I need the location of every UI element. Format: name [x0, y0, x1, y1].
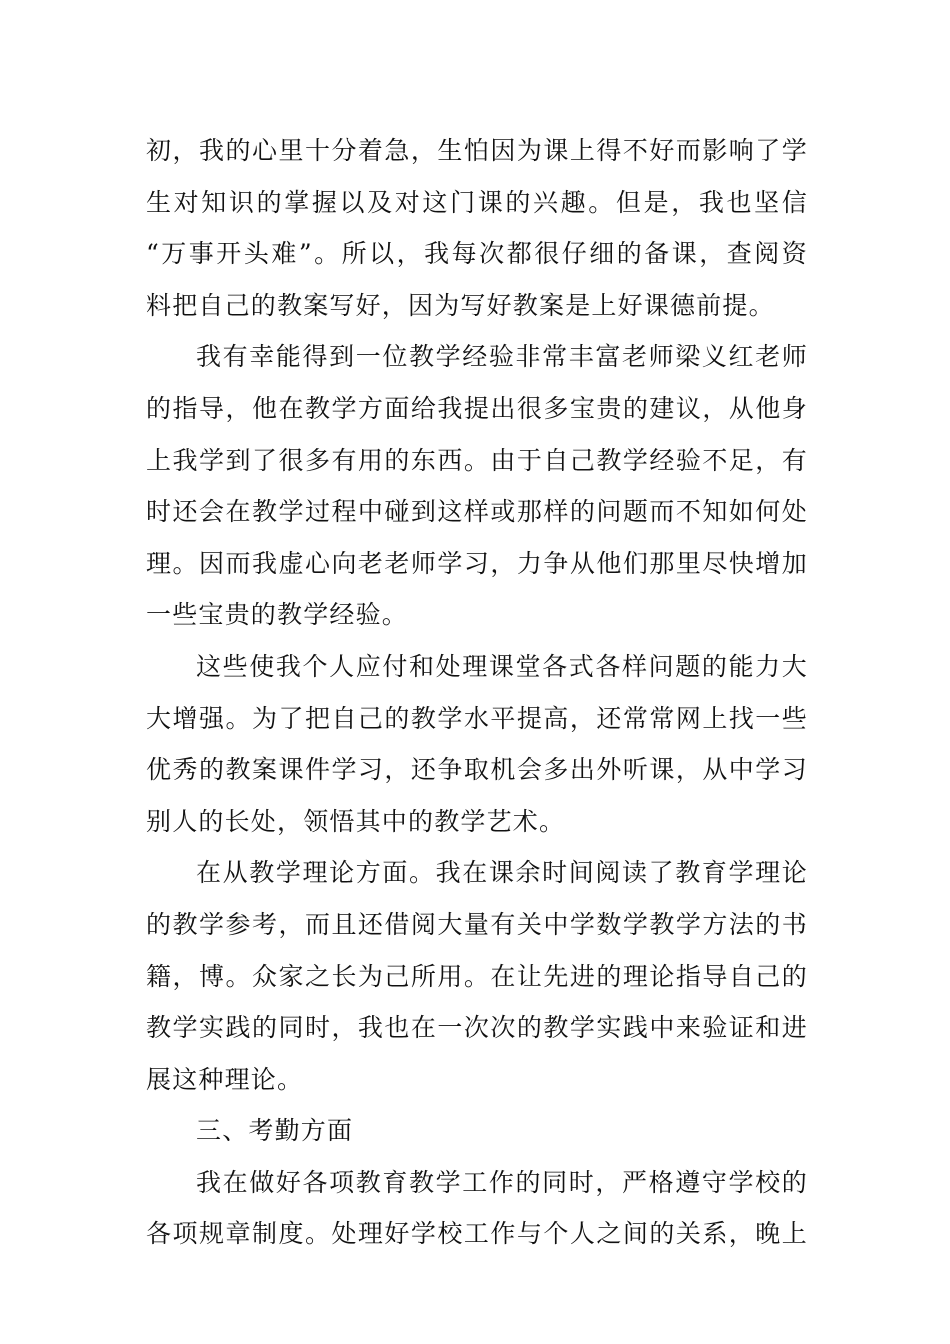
text-line: 的指导，他在教学方面给我提出很多宝贵的建议，从他身	[146, 393, 808, 423]
text-line: 籍，博。众家之长为己所用。在让先进的理论指导自己的	[146, 961, 808, 991]
text-line: 别人的长处，领悟其中的教学艺术。	[146, 806, 566, 836]
text-line: 我在做好各项教育教学工作的同时，严格遵守学校的	[196, 1167, 808, 1197]
text-line: 优秀的教案课件学习，还争取机会多出外听课，从中学习	[146, 755, 808, 785]
text-line: “万事开头难”。所以，我每次都很仔细的备课，查阅资	[146, 239, 808, 269]
section-heading	[146, 1105, 808, 1157]
text-line: 的教学参考，而且还借阅大量有关中学数学教学方法的书	[146, 909, 808, 939]
text-line: 教学实践的同时，我也在一次次的教学实践中来验证和进	[146, 1013, 808, 1043]
text-line: 上我学到了很多有用的东西。由于自己教学经验不足，有	[146, 445, 808, 475]
text-line: 大增强。为了把自己的教学水平提高，还常常网上找一些	[146, 703, 808, 733]
paragraph-ability	[146, 641, 808, 847]
heading-text: 三、考勤方面	[196, 1116, 354, 1146]
paragraph-continuation	[146, 125, 808, 331]
paragraph-theory	[146, 847, 808, 1105]
text-line: 初，我的心里十分着急，生怕因为课上得不好而影响了学	[146, 136, 808, 165]
document-body	[146, 125, 808, 1260]
text-line: 理。因而我虚心向老老师学习，力争从他们那里尽快增加	[146, 548, 808, 578]
paragraph-mentor	[146, 331, 808, 641]
text-line: 我有幸能得到一位教学经验非常丰富老师梁义红老师	[196, 342, 808, 372]
text-line: 一些宝贵的教学经验。	[146, 600, 409, 630]
text-line: 料把自己的教案写好，因为写好教案是上好课德前提。	[146, 290, 775, 320]
text-line: 生对知识的掌握以及对这门课的兴趣。但是，我也坚信	[146, 187, 808, 217]
text-line: 这些使我个人应付和处理课堂各式各样问题的能力大	[196, 651, 808, 681]
text-line: 展这种理论。	[146, 1064, 304, 1094]
text-line: 各项规章制度。处理好学校工作与个人之间的关系，晚上	[146, 1219, 808, 1249]
text-line: 在从教学理论方面。我在课余时间阅读了教育学理论	[196, 858, 808, 888]
paragraph-attendance	[146, 1157, 808, 1260]
text-line: 时还会在教学过程中碰到这样或那样的问题而不知如何处	[146, 497, 808, 527]
